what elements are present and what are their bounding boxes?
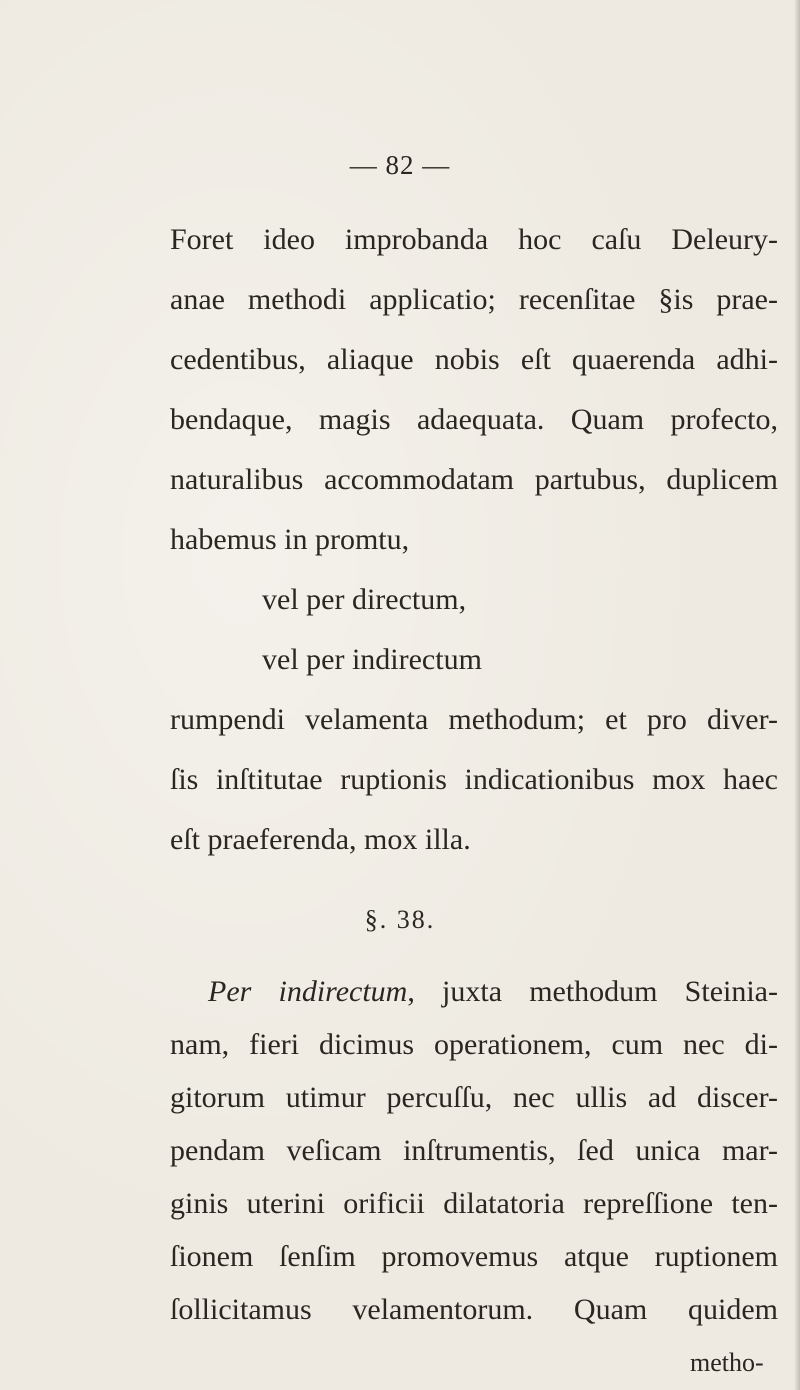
text-line-indented: vel per directum,: [262, 583, 467, 616]
text-line: ſis inſtitutae ruptionis indicationibus mox haec: [170, 763, 778, 796]
page-number-header: — 82 —: [349, 150, 451, 180]
text-line: ginis uterini orificii dilatatoria repreſſione ten-: [170, 1187, 778, 1220]
text-line: pendam veſicam inſtrumentis, ſed unica mar-: [170, 1134, 778, 1167]
text-line: gitorum utimur percuſſu, nec ullis ad discer-: [170, 1081, 778, 1114]
text-line: nam, fieri dicimus operationem, cum nec di-: [170, 1028, 778, 1061]
text-line: anae methodi applicatio; recenſitae §is prae-: [170, 283, 778, 316]
italic-term: Per indirectum: [208, 975, 408, 1008]
text-line: ſollicitamus velamentorum. Quam quidem: [170, 1293, 778, 1326]
text-line: naturalibus accommodatam partubus, duplicem: [170, 463, 778, 496]
catchword: metho-: [690, 1348, 764, 1377]
text-line: bendaque, magis adaequata. Quam profecto,: [170, 403, 778, 436]
text-line: eſt praeferenda, mox illa.: [170, 823, 471, 856]
section-heading: §. 38.: [364, 905, 436, 934]
text-line: Foret ideo improbanda hoc caſu Deleury-: [170, 223, 778, 256]
text-line: rumpendi velamenta methodum; et pro diver-: [170, 703, 778, 736]
text-line: ſionem ſenſim promovemus atque ruptionem: [170, 1240, 778, 1273]
page-edge-shadow: [794, 0, 800, 1390]
text-run: , juxta methodum Steinia-: [407, 975, 778, 1008]
paragraph-first-line: [208, 972, 778, 1012]
text-line: cedentibus, aliaque nobis eſt quaerenda adhi-: [170, 343, 778, 376]
text-line: habemus in promtu,: [170, 523, 410, 556]
text-line-indented: vel per indirectum: [262, 643, 482, 676]
